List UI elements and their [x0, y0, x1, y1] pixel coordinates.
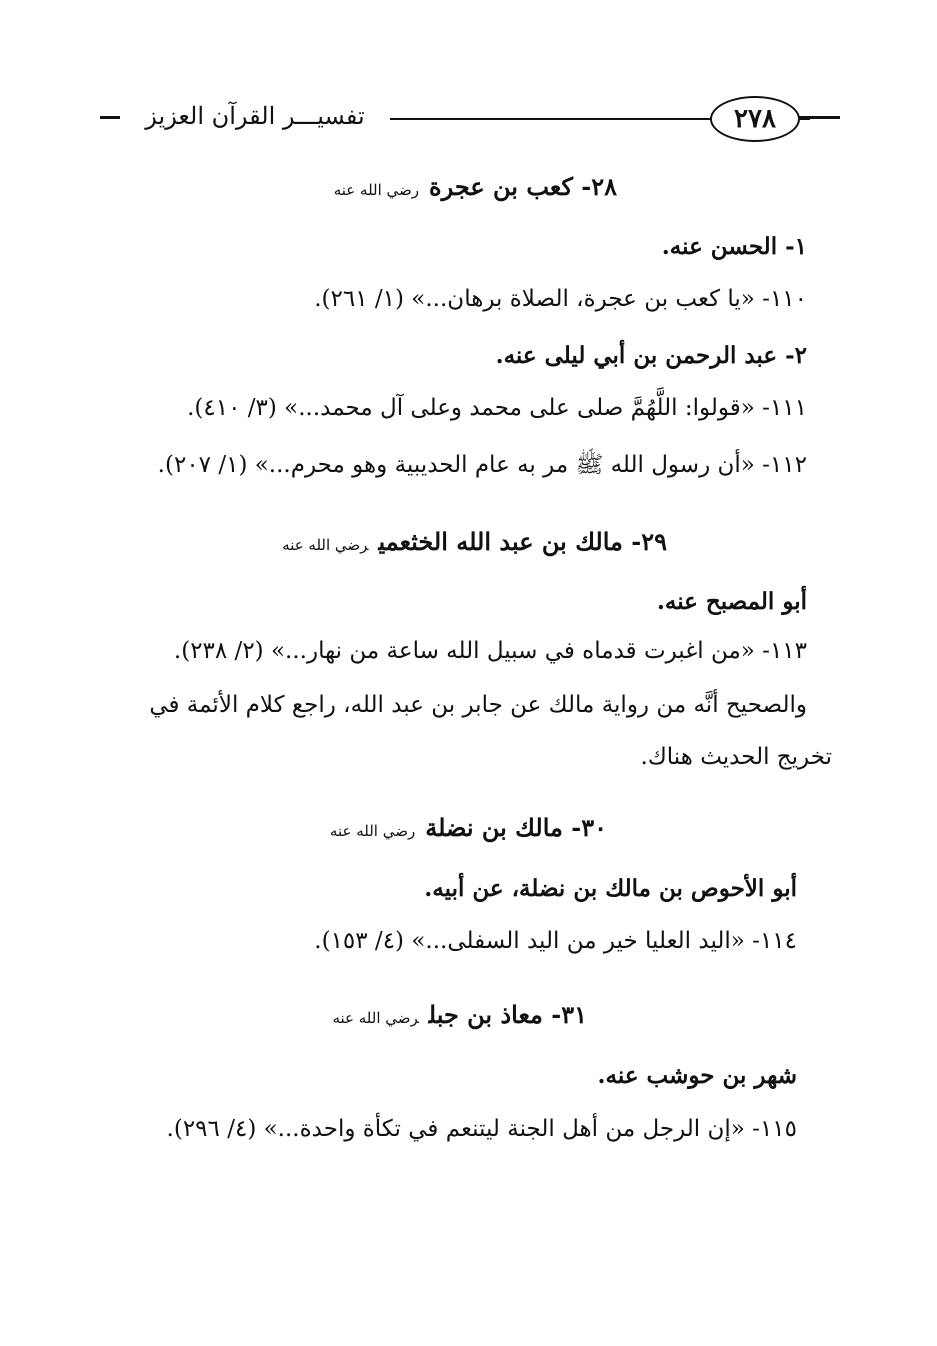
honorific-mark: رضي الله عنه	[329, 822, 416, 840]
honorific-mark: رضي الله عنه	[332, 1009, 419, 1027]
narrator-line: أبو المصبح عنه.	[656, 588, 807, 615]
section-heading-31	[332, 1000, 587, 1029]
hadith-line: ١١٤- «اليد العليا خير من اليد السفلى...» (٤/ ١٥٣).	[314, 928, 797, 954]
honorific-mark: رضي الله عنه	[333, 181, 420, 199]
hadith-line: ١١٣- «من اغبرت قدماه في سبيل الله ساعة من نهار...» (٢/ ٢٣٨).	[173, 638, 807, 664]
commentary-line: تخريج الحديث هناك.	[640, 744, 832, 770]
hadith-line: ١١٥- «إن الرجل من أهل الجنة ليتنعم في تكأة واحدة...» (٤/ ٢٩٦).	[166, 1116, 797, 1142]
section-heading-28-text: ٢٨- كعب بن عجرة	[429, 172, 617, 201]
hadith-line: ١١٠- «يا كعب بن عجرة، الصلاة برهان...» (١/ ٢٦١).	[314, 286, 807, 312]
narrator-line: ١- الحسن عنه.	[661, 233, 807, 260]
narrator-line: شهر بن حوشب عنه.	[597, 1062, 797, 1089]
header-rule-right	[796, 116, 840, 119]
honorific-mark: رضي الله عنه	[282, 536, 369, 554]
section-heading-30	[330, 813, 607, 842]
section-heading-29	[282, 527, 667, 556]
hadith-line: ١١٢- «أن رسول الله ﷺ مر به عام الحديبية وهو محرم...» (١/ ٢٠٧).	[157, 452, 807, 478]
page-number: ٢٧٨	[710, 96, 800, 142]
section-heading-29-text: ٢٩- مالك بن عبد الله الخثعمي	[378, 527, 667, 556]
section-heading-30-text: ٣٠- مالك بن نضلة	[425, 813, 607, 842]
commentary-line: والصحيح أنَّه من رواية مالك عن جابر بن عبد الله، راجع كلام الأئمة في	[149, 692, 807, 718]
section-heading-31-text: ٣١- معاذ بن جبل	[428, 1000, 587, 1029]
section-heading-28	[334, 172, 617, 201]
narrator-line: أبو الأحوص بن مالك بن نضلة، عن أبيه.	[424, 875, 797, 902]
narrator-line: ٢- عبد الرحمن بن أبي ليلى عنه.	[495, 342, 807, 369]
page-header	[90, 92, 850, 142]
hadith-line: ١١١- «قولوا: اللَّهُمَّ صلى على محمد وعلى آل محمد...» (٣/ ٤١٠).	[187, 395, 807, 421]
book-title: تفسيـــر القرآن العزيز	[120, 92, 390, 140]
